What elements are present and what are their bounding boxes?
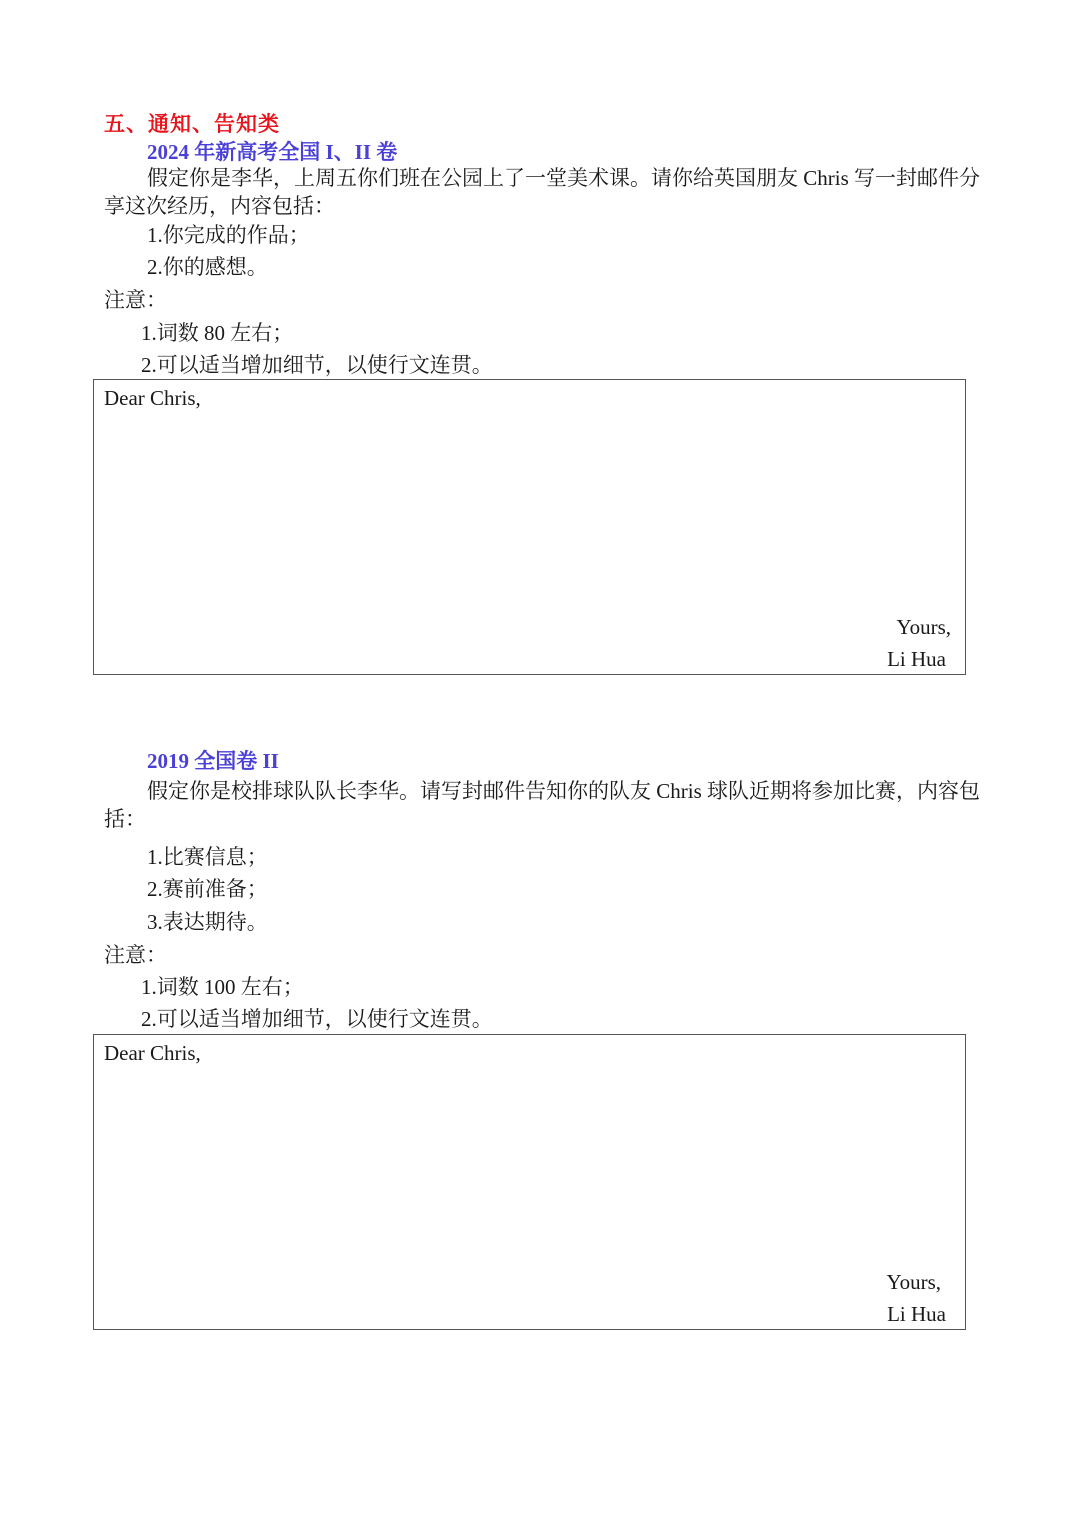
task-prompt-2019: 假定你是校排球队队长李华。请写封邮件告知你的队友 Chris 球队近期将参加比赛，内容包括： — [104, 779, 981, 831]
content-point: 2.你的感想。 — [147, 255, 268, 279]
notes-label: 注意： — [104, 288, 167, 312]
content-point: 1.你完成的作品； — [147, 223, 310, 247]
letter-closing: Yours, — [886, 1270, 941, 1294]
letter-signature: Li Hua — [887, 1302, 946, 1326]
section-title: 五、通知、告知类 — [104, 112, 280, 136]
task-prompt-2024: 假定你是李华，上周五你们班在公园上了一堂美术课。请你给英国朋友 Chris 写一封邮件分享这次经历，内容包括： — [104, 166, 981, 218]
content-point: 2.赛前准备； — [147, 877, 268, 901]
letter-signature: Li Hua — [887, 647, 946, 671]
notes-label: 注意： — [104, 943, 167, 967]
note-item: 2.可以适当增加细节，以使行文连贯。 — [141, 353, 493, 377]
answer-box[interactable] — [93, 379, 966, 675]
note-item: 1.词数 100 左右； — [141, 975, 304, 999]
exam-title-2019: 2019 全国卷 II — [147, 749, 279, 773]
letter-greeting: Dear Chris, — [104, 386, 201, 410]
content-point: 3.表达期待。 — [147, 910, 268, 934]
note-item: 2.可以适当增加细节，以使行文连贯。 — [141, 1007, 493, 1031]
note-item: 1.词数 80 左右； — [141, 321, 294, 345]
letter-greeting: Dear Chris, — [104, 1041, 201, 1065]
answer-box[interactable] — [93, 1034, 966, 1330]
exam-title-2024: 2024 年新高考全国 I、II 卷 — [147, 140, 398, 164]
content-point: 1.比赛信息； — [147, 845, 268, 869]
letter-closing: Yours, — [896, 615, 951, 639]
